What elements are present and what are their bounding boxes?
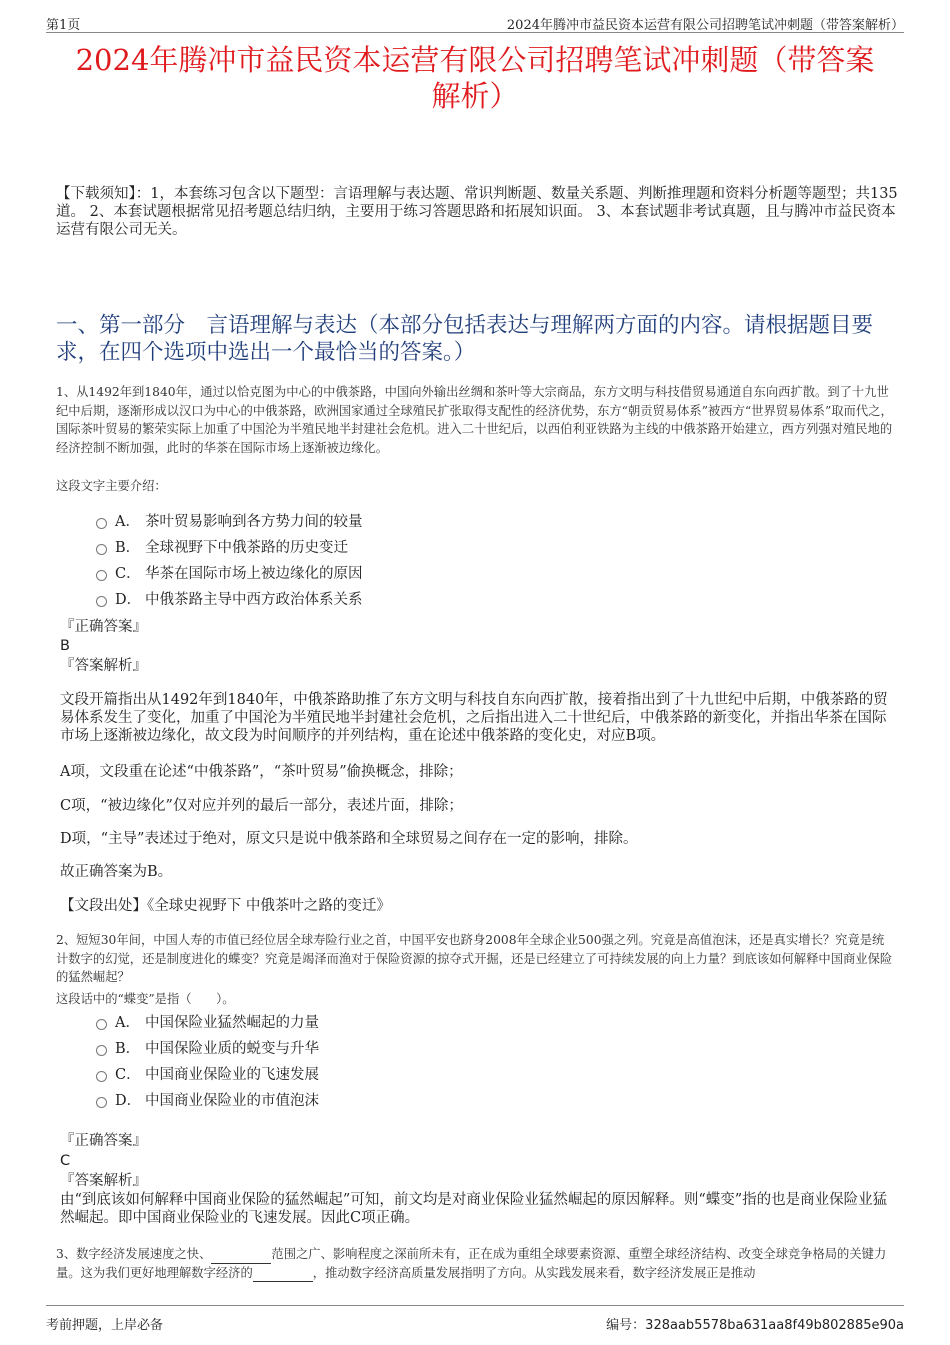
q2-answer: C [60, 1153, 71, 1169]
header-doc-title: 2024年腾冲市益民资本运营有限公司招聘笔试冲刺题（带答案解析） [506, 18, 904, 33]
q1-note-a: A项，文段重在论述“中俄茶路”，“茶叶贸易”偷换概念，排除； [60, 764, 463, 780]
footer-slogan: 考前押题，上岸必备 [46, 1318, 164, 1333]
q1-stem: 1、从1492年到1840年，通过以恰克图为中心的中俄茶路，中国向外输出丝绸和茶叶等大宗商品，东方文明与科技借贸易通道自东向西扩散。到了十九世纪中后期，逐渐形成以汉口为中心的中俄茶路，欧洲国家通过全球殖民扩张取得支配性的经济优势，东方“朝贡贸易体系”被西方“世界贸易体系”取而代之，国际茶叶贸易的繁荣实际上加重了中国沦为半殖民地半封建社会危机。进入二十世纪后，以西伯利亚铁路为主线的中俄茶路开始建立，西方列强对殖民地的经济控制不断加强，此时的华茶在国际市场上逐渐被边缘化。 [56, 385, 893, 455]
q2-stem: 2、短短30年间，中国人寿的市值已经位居全球寿险行业之首，中国平安也跻身2008年全球企业500强之列。究竟是高值泡沫，还是真实增长？究竟是统计数字的幻觉，还是制度进化的蝶变？究竟是竭泽而渔对于保险资源的掠夺式开掘，还是已经建立了可持续发展的向上力量？到底该如何解释中国商业保险的猛然崛起？ [56, 933, 893, 984]
title-line-2: 解析） [431, 79, 519, 113]
q1-answer: B [60, 638, 70, 654]
q2-analysis-label: 『答案解析』 [60, 1173, 147, 1189]
page-title [50, 42, 900, 114]
radio-icon[interactable] [96, 596, 107, 607]
q1-options [96, 509, 696, 613]
q1-note-c: C项，“被边缘化”仅对应并列的最后一部分，表述片面，排除； [60, 798, 463, 814]
page-number: 第1页 [46, 18, 81, 33]
q1-note-d: D项，“主导”表述过于绝对，原文只是说中俄茶路和全球贸易之间存在一定的影响，排除。 [60, 831, 638, 847]
radio-icon[interactable] [96, 1097, 107, 1108]
footer-doc-id: 编号：328aab5578ba631aa8f49b802885e90a [606, 1318, 904, 1333]
radio-icon[interactable] [96, 1045, 107, 1056]
section-heading: 一、第一部分 言语理解与表达（本部分包括表达与理解两方面的内容。请根据题目要求，在四个选项中选出一个最恰当的答案。） [56, 313, 874, 365]
q3-blank-2[interactable] [253, 1269, 313, 1282]
q1-analysis-label: 『答案解析』 [60, 658, 147, 674]
q2-option-c[interactable]: C． 中国商业保险业的飞速发展 [96, 1062, 696, 1088]
page-footer [46, 1305, 904, 1336]
q2-prompt: 这段话中的“蝶变”是指（ ）。 [56, 992, 235, 1006]
q1-option-c[interactable]: C． 华茶在国际市场上被边缘化的原因 [96, 561, 696, 587]
q2-answer-label: 『正确答案』 [60, 1133, 147, 1149]
radio-icon[interactable] [96, 1019, 107, 1030]
q1-conclusion: 故正确答案为B。 [60, 864, 173, 880]
q1-answer-label: 『正确答案』 [60, 619, 147, 635]
radio-icon[interactable] [96, 1071, 107, 1082]
q2-option-a[interactable]: A． 中国保险业猛然崛起的力量 [96, 1010, 696, 1036]
radio-icon[interactable] [96, 544, 107, 555]
q2-analysis: 由“到底该如何解释中国商业保险的猛然崛起”可知，前文均是对商业保险业猛然崛起的原因解释。则“蝶变”指的也是商业保险业猛然崛起。即中国商业保险业的飞速发展。因此C项正确。 [60, 1192, 888, 1226]
radio-icon[interactable] [96, 518, 107, 529]
q2-option-b[interactable]: B． 中国保险业质的蜕变与升华 [96, 1036, 696, 1062]
q1-option-b[interactable]: B． 全球视野下中俄茶路的历史变迁 [96, 535, 696, 561]
q1-option-d[interactable]: D． 中俄茶路主导中西方政治体系关系 [96, 587, 696, 613]
download-notice: 【下载须知】：1，本套练习包含以下题型：言语理解与表达题、常识判断题、数量关系题、判断推理题和资料分析题等题型；共135道。 2、本套试题根据常见招考题总结归纳，主要用于练习答题思路和拓展知识面。 3、本套试题非考试真题，且与腾冲市益民资本运营有限公司无关。 [56, 186, 898, 238]
radio-icon[interactable] [96, 570, 107, 581]
q2-options [96, 1010, 696, 1114]
q3-stem: 3、数字经济发展速度之快、 范围之广、影响程度之深前所未有，正在成为重组全球要素资源、重塑全球经济结构、改变全球竞争格局的关键力量。这为我们更好地理解数字经济的 ，推动数字经济高质量发展指明了方向。从实践发展来看，数字经济发展正是推动 [56, 1245, 896, 1282]
q1-analysis: 文段开篇指出从1492年到1840年，中俄茶路助推了东方文明与科技自东向西扩散，接着指出到了十九世纪中后期，中俄茶路的贸易体系发生了变化，加重了中国沦为半殖民地半封建社会危机，之后指出进入二十世纪后，中俄茶路的新变化，并指出华茶在国际市场上逐渐被边缘化，故文段为时间顺序的并列结构，重在论述中俄茶路的变化史，对应B项。 [60, 692, 888, 744]
q1-option-a[interactable]: A． 茶叶贸易影响到各方势力间的较量 [96, 509, 696, 535]
q3-blank-1[interactable] [211, 1251, 271, 1264]
page-header [46, 0, 904, 33]
q1-prompt: 这段文字主要介绍： [56, 479, 167, 493]
title-line-1: 2024年腾冲市益民资本运营有限公司招聘笔试冲刺题（带答案 [75, 43, 875, 77]
q2-option-d[interactable]: D． 中国商业保险业的市值泡沫 [96, 1088, 696, 1114]
q1-source: 【文段出处】《全球史视野下 中俄茶叶之路的变迁》 [60, 898, 391, 914]
